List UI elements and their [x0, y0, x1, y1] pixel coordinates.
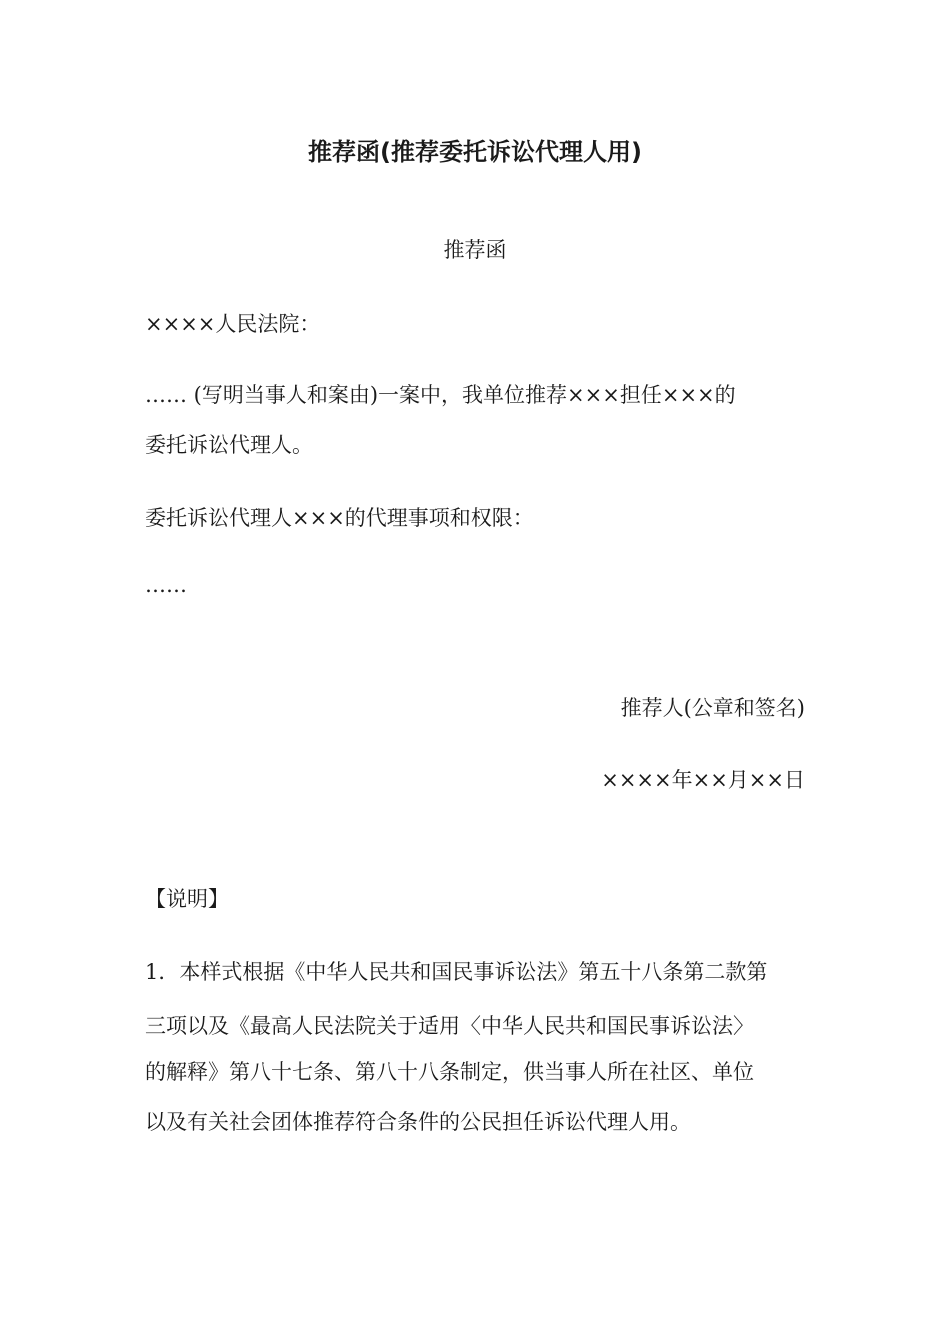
- letter-title: 推荐函: [443, 238, 507, 262]
- document-title: 推荐函(推荐委托诉讼代理人用): [308, 138, 642, 166]
- date-line: ××××年××月××日: [601, 768, 805, 792]
- note-1-line-1: 1．本样式根据《中华人民共和国民事诉讼法》第五十八条第二款第: [145, 960, 768, 984]
- scope-heading: 委托诉讼代理人×××的代理事项和权限：: [145, 506, 534, 530]
- body-line-1: …… (写明当事人和案由)一案中，我单位推荐×××担任×××的: [145, 383, 736, 407]
- notes-heading: 【说明】: [145, 887, 229, 911]
- scope-content: ……: [145, 573, 187, 597]
- body-line-2: 委托诉讼代理人。: [145, 433, 313, 457]
- note-1-line-2: 三项以及《最高人民法院关于适用〈中华人民共和国民事诉讼法〉: [145, 1014, 754, 1038]
- addressee: ××××人民法院：: [145, 312, 321, 336]
- signature-line: 推荐人(公章和签名): [620, 696, 805, 720]
- note-1-line-4: 以及有关社会团体推荐符合条件的公民担任诉讼代理人用。: [145, 1110, 691, 1134]
- note-1-line-3: 的解释》第八十七条、第八十八条制定，供当事人所在社区、单位: [145, 1060, 754, 1084]
